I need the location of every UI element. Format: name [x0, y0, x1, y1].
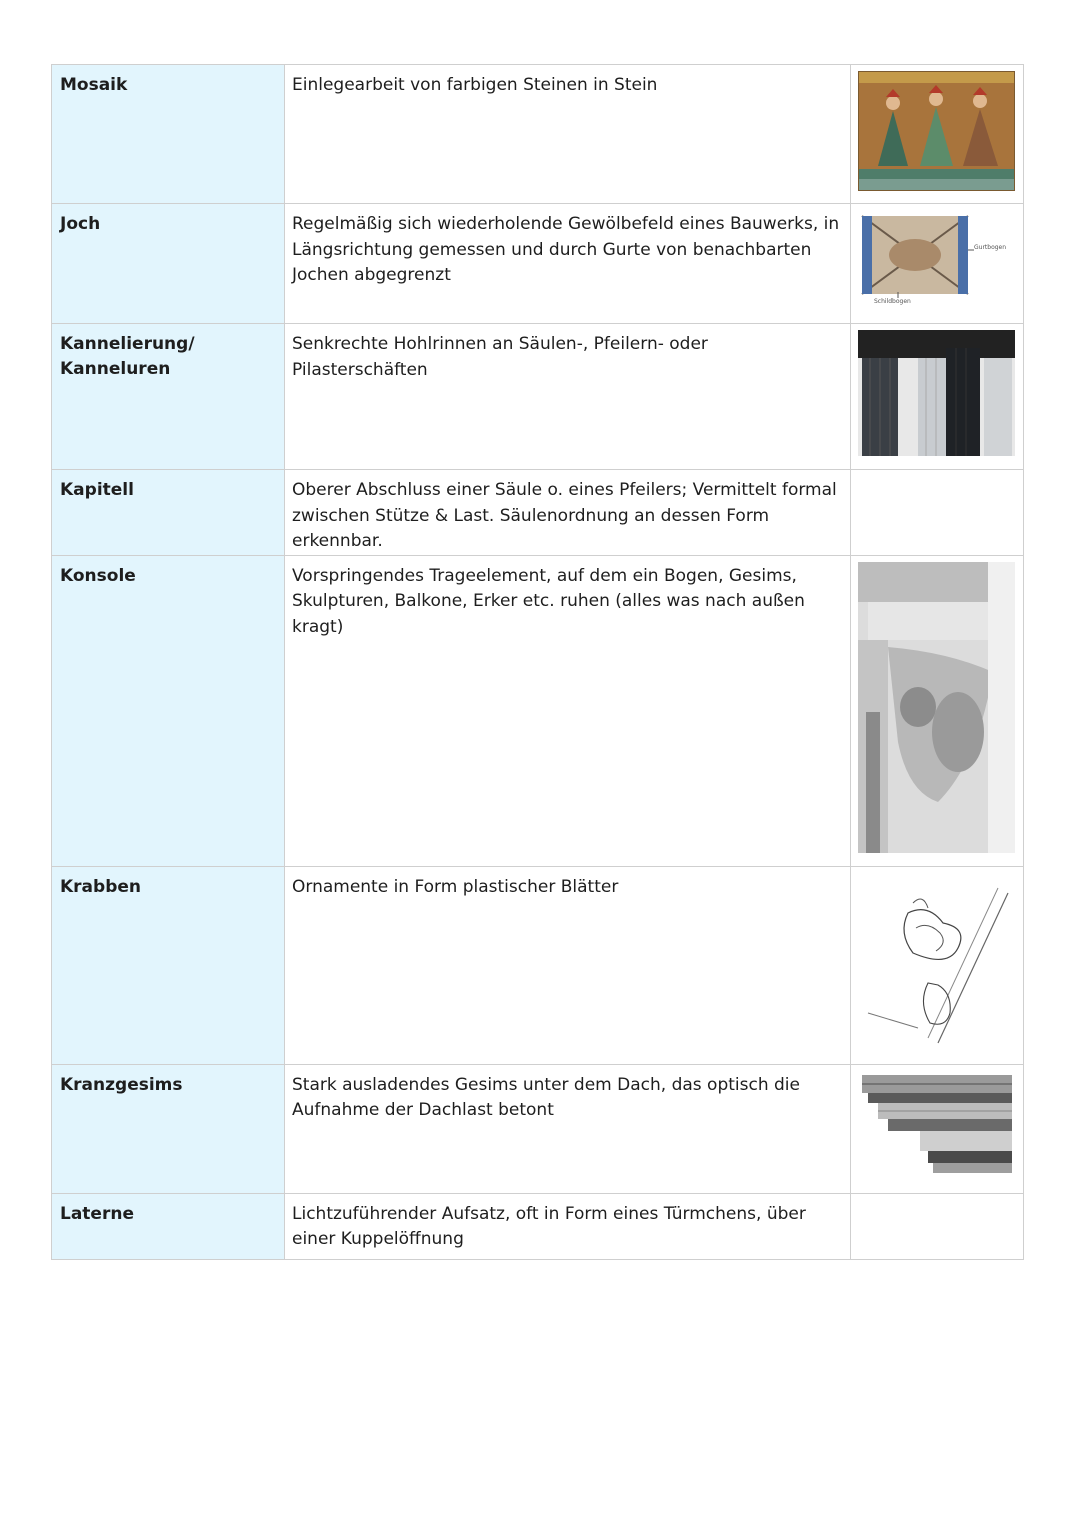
term-cell: Joch	[52, 204, 285, 324]
column-image	[858, 330, 1015, 456]
image-cell	[851, 65, 1024, 204]
definition-cell: Einlegearbeit von farbigen Steinen in Stein	[285, 65, 851, 204]
definition-cell: Oberer Abschluss einer Säule o. eines Pfeilers; Vermittelt formal zwischen Stütze & Last. Säulenordnung an dessen Form erkennbar.	[285, 470, 851, 556]
image-cell	[851, 866, 1024, 1064]
crocket-drawing	[858, 873, 1015, 1051]
table-row	[52, 1193, 1024, 1259]
image-label: Schildbogen	[874, 298, 911, 305]
term-cell: Kannelierung/ Kanneluren	[52, 324, 285, 470]
table-row	[52, 866, 1024, 1064]
cornice-drawing	[858, 1071, 1015, 1180]
table-row	[52, 204, 1024, 324]
table-row	[52, 65, 1024, 204]
definition-cell: Ornamente in Form plastischer Blätter	[285, 866, 851, 1064]
table-row	[52, 324, 1024, 470]
image-label: Gurtbogen	[974, 244, 1007, 251]
console-image	[858, 562, 1015, 853]
mosaic-image	[858, 71, 1015, 191]
image-cell	[851, 470, 1024, 556]
definition-cell: Stark ausladendes Gesims unter dem Dach, das optisch die Aufnahme der Dachlast betont	[285, 1064, 851, 1193]
term-cell: Mosaik	[52, 65, 285, 204]
term-cell: Kapitell	[52, 470, 285, 556]
term-cell: Konsole	[52, 555, 285, 866]
definition-cell: Vorspringendes Trageelement, auf dem ein Bogen, Gesims, Skulpturen, Balkone, Erker etc. ruhen (alles was nach außen kragt)	[285, 555, 851, 866]
term-cell: Kranzgesims	[52, 1064, 285, 1193]
image-cell	[851, 324, 1024, 470]
image-cell	[851, 1064, 1024, 1193]
table-row	[52, 1064, 1024, 1193]
table-row	[52, 555, 1024, 866]
table-row	[52, 470, 1024, 556]
definition-cell: Regelmäßig sich wiederholende Gewölbefeld eines Bauwerks, in Längsrichtung gemessen und durch Gurte von benachbarten Jochen abgegrenzt	[285, 204, 851, 324]
definition-cell: Lichtzuführender Aufsatz, oft in Form eines Türmchens, über einer Kuppelöffnung	[285, 1193, 851, 1259]
image-cell	[851, 555, 1024, 866]
glossary-table	[51, 64, 1024, 1260]
term-cell: Krabben	[52, 866, 285, 1064]
definition-cell: Senkrechte Hohlrinnen an Säulen-, Pfeilern- oder Pilasterschäften	[285, 324, 851, 470]
vault-image	[858, 210, 1015, 310]
image-cell	[851, 204, 1024, 324]
term-cell: Laterne	[52, 1193, 285, 1259]
image-cell	[851, 1193, 1024, 1259]
